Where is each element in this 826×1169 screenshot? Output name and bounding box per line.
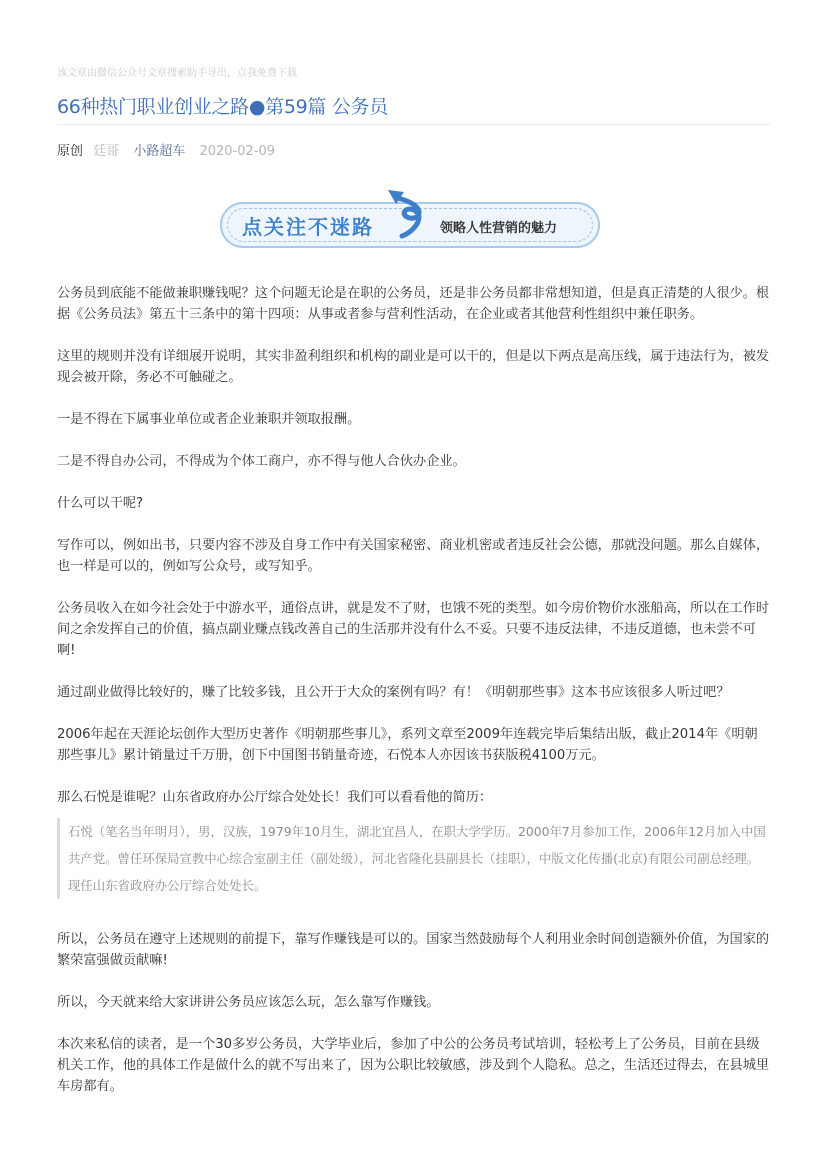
title-divider: [57, 124, 770, 125]
paragraph: 本次来私信的读者，是一个30多岁公务员，大学毕业后，参加了中公的公务员考试培训，轻松考上了公务员，目前在县级机关工作，他的具体工作是做什么的就不写出来了，因为公职比较敏感，涉及到个人隐私。总之，生活还过得去，在县城里车房都有。: [57, 1037, 770, 1094]
export-note-link[interactable]: 该文章由微信公众号文章搜索助手导出，点我免费下载: [57, 68, 297, 79]
banner-left-text: 点关注不迷路: [242, 215, 374, 239]
paragraph: 所以，今天就来给大家讲讲公务员应该怎么玩，怎么靠写作赚钱。: [57, 995, 440, 1010]
paragraph: 写作可以，例如出书，只要内容不涉及自身工作中有关国家秘密、商业机密或者违反社会公德，那就没问题。那么自媒体，也一样是可以的，例如写公众号，或写知乎。: [57, 538, 770, 574]
paragraph: 通过副业做得比较好的，赚了比较多钱，且公开于大众的案例有吗？有！《明朝那些事》这本书应该很多人听过吧？: [57, 685, 730, 700]
paragraph: 二是不得自办公司，不得成为个体工商户，亦不得与他人合伙办企业。: [57, 454, 466, 469]
paragraph: 那么石悦是谁呢？山东省政府办公厅综合处处长！我们可以看看他的简历：: [57, 790, 493, 805]
publish-date: 2020-02-09: [199, 144, 276, 159]
follow-banner: [220, 186, 602, 252]
resume-blockquote: 石悦（笔名当年明月），男，汉族，1979年10月生，湖北宜昌人，在职大学学历。2000年7月参加工作，2006年12月加入中国共产党。曾任环保局宣教中心综合室副主任（副处级），河北省隆化县副县长（挂职），中版文化传播(北京)有限公司副总经理。现任山东省政府办公厅综合处处长。: [57, 818, 770, 899]
article-body: [57, 283, 770, 1097]
paragraph: 所以，公务员在遵守上述规则的前提下，靠写作赚钱是可以的。国家当然鼓励每个人利用业余时间创造额外价值，为国家的繁荣富强做贡献嘛!: [57, 932, 770, 968]
paragraph: 2006年起在天涯论坛创作大型历史著作《明朝那些事儿》，系列文章至2009年连载完毕后集结出版，截止2014年《明朝那些事儿》累计销量过千万册，创下中国图书销量奇迹，石悦本人亦因该书获版税4100万元。: [57, 727, 758, 763]
article-title: 66种热门职业创业之路●第59篇 公务员: [57, 96, 388, 118]
paragraph: 这里的规则并没有详细展开说明，其实非盈利组织和机构的副业是可以干的，但是以下两点是高压线，属于违法行为，被发现会被开除，务必不可触碰之。: [57, 349, 770, 385]
banner-right-text: 领略人性营销的魅力: [440, 221, 558, 236]
paragraph: 一是不得在下属事业单位或者企业兼职并领取报酬。: [57, 412, 361, 427]
paragraph: 公务员到底能不能做兼职赚钱呢？这个问题无论是在职的公务员，还是非公务员都非常想知道，但是真正清楚的人很少。根据《公务员法》第五十三条中的第十四项：从事或者参与营利性活动，在企业或者其他营利性组织中兼任职务。: [57, 286, 770, 322]
paragraph: 什么可以干呢?: [57, 496, 144, 511]
account-link[interactable]: 小路超车: [133, 144, 186, 159]
paragraph: 公务员收入在如今社会处于中游水平，通俗点讲，就是发不了财，也饿不死的类型。如今房价物价水涨船高，所以在工作时间之余发挥自己的价值，搞点副业赚点钱改善自己的生活那并没有什么不妥。只要不违反法律，不违反道德，也未尝不可啊!: [57, 601, 770, 658]
swirl-arrow-icon: [380, 186, 440, 252]
author-name: 廷哥: [93, 144, 120, 159]
article-meta: [57, 140, 275, 159]
original-label: 原创: [57, 144, 84, 159]
